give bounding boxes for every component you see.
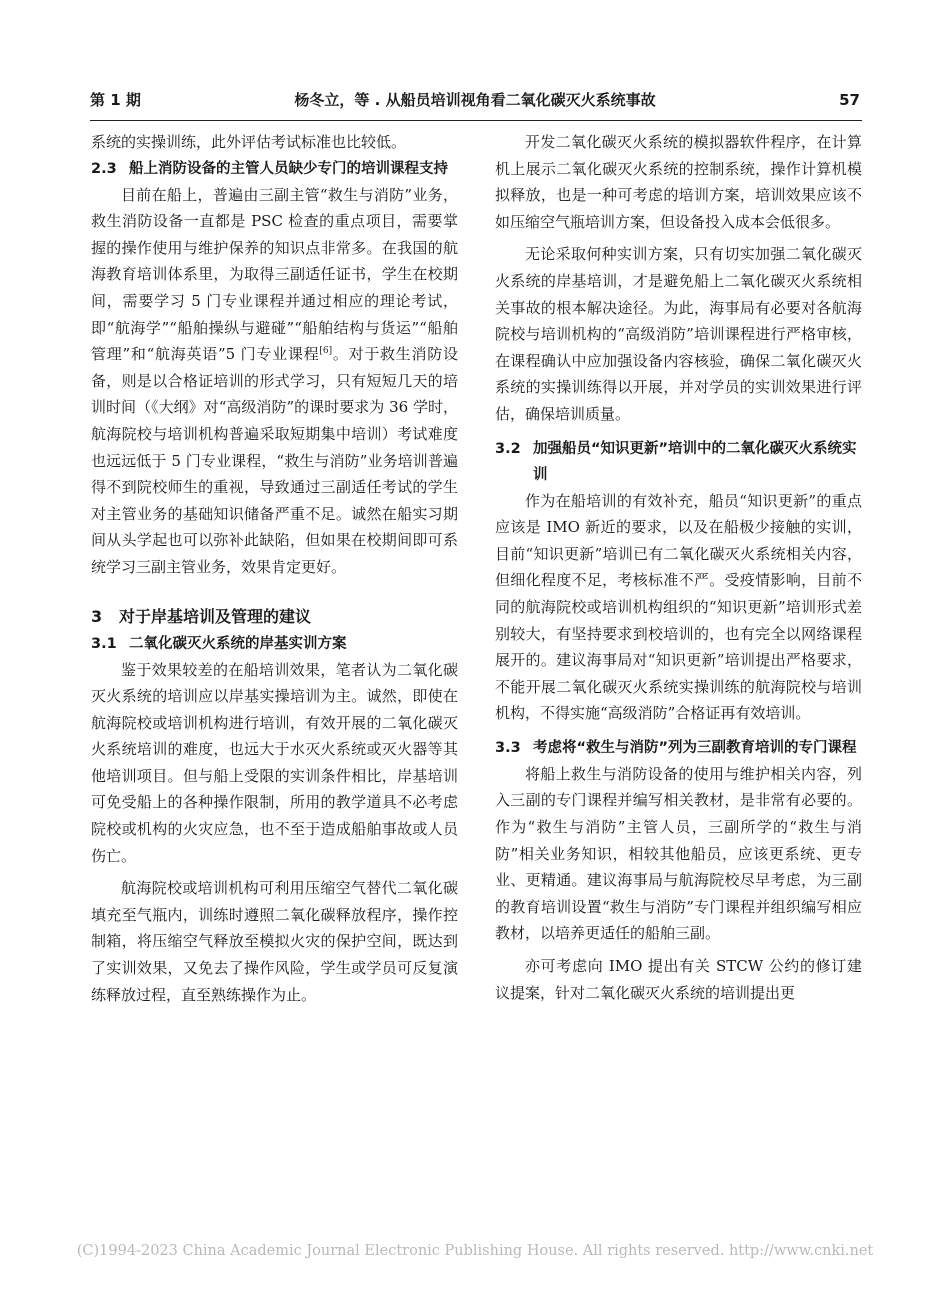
right-column [495,129,862,1006]
paragraph-text: 目前在船上，普遍由三副主管“救生与消防”业务，救生消防设备一直都是 PSC 检查的重点项目，需要掌握的操作使用与维护保养的知识点非常多。在我国的航海教育培训体系里，为取得三副适任证书，学生在校期间，需要学习 5 门专业课程并通过相应的理论考试，即“航海学”“船舶操纵与避碰”“船舶结构与货运”“船舶管理”和“航海英语”5 门专业课程 [91,185,458,364]
paragraph: 将船上救生与消防设备的使用与维护相关内容，列入三副的专门课程并编写相关教材，是非常有必要的。作为“救生与消防”主管人员，三副所学的“救生与消防”相关业务知识，相较其他船员，应该更系统、更专业、更精通。建议海事局与航海院校尽早考虑，为三副的教育培训设置“救生与消防”专门课程并组织编写相应教材，以培养更适任的船舶三副。 [495,764,862,943]
section-heading-3-3 [495,735,862,761]
paragraph: 无论采取何种实训方案，只有切实加强二氧化碳灭火系统的岸基培训，才是避免船上二氧化碳灭火系统相关事故的根本解决途径。为此，海事局有必要对各航海院校与培训机构的“高级消防”培训课程进行严格审核，在课程确认中应加强设备内容核验，确保二氧化碳灭火系统的实操训练得以开展，并对学员的实训效果进行评估，确保培训质量。 [495,245,862,423]
paragraph: 亦可考虑向 IMO 提出有关 STCW 公约的修订建议提案，针对二氧化碳灭火系统的培训提出更 [495,957,862,1002]
page-number: 57 [839,91,860,109]
paragraph: 系统的实操训练，此外评估考试标准也比较低。 [91,133,407,151]
paragraph-text: 。对于救生消防设备，则是以合格证培训的形式学习，只有短短几天的培训时间（《大纲》对“高级消防”的课时要求为 36 学时，航海院校与培训机构普遍采取短期集中培训）考试难度也远远低于 5 门专业课程，“救生与消防”业务培训普遍得不到院校师生的重视，导致通过三副适任考试的学生对主管业务的基础知识储备严重不足。诚然在船实习期间从头学起也可以弥补此缺陷，但如果在校期间即可系统学习三副主管业务，效果肯定更好。 [91,345,458,576]
section-number: 3 [91,606,103,626]
section-heading-2-3 [91,156,458,182]
section-number: 3.3 [495,739,521,756]
section-number: 2.3 [91,160,117,177]
citation-ref[interactable]: [6] [319,346,333,357]
running-title: 杨冬立，等 . 从船员培训视角看二氧化碳灭火系统事故 [294,91,656,109]
section-title: 考虑将“救生与消防”列为三副教育培训的专门课程 [533,739,857,756]
section-heading-3-1 [91,631,458,657]
section-title: 二氧化碳灭火系统的岸基实训方案 [129,635,347,652]
running-header [90,88,860,112]
left-column [91,129,458,1008]
paragraph: 作为在船培训的有效补充，船员“知识更新”的重点应该是 IMO 新近的要求，以及在船极少接触的实训，目前“知识更新”培训已有二氧化碳灭火系统相关内容，但细化程度不足，考核标准不严。受疫情影响，目前不同的航海院校或培训机构组织的“知识更新”培训形式差别较大，有坚持要求到校培训的，也有完全以网络课程展开的。建议海事局对“知识更新”培训提出严格要求，不能开展二氧化碳灭火系统实操训练的航海院校与培训机构，不得实施“高级消防”合格证再有效培训。 [495,491,862,723]
paragraph [91,182,458,581]
section-heading-3 [91,603,458,631]
header-rule [90,120,862,121]
copyright-footer: (C)1994-2023 China Academic Journal Electronic Publishing House. All rights reserved. http://www.cnki.net [76,1243,874,1259]
section-title: 加强船员“知识更新”培训中的二氧化碳灭火系统实训 [533,440,857,483]
section-number: 3.2 [495,440,521,457]
section-title: 船上消防设备的主管人员缺少专门的培训课程支持 [129,160,448,177]
paragraph: 开发二氧化碳灭火系统的模拟器软件程序，在计算机上展示二氧化碳灭火系统的控制系统，操作计算机模拟释放，也是一种可考虑的培训方案，培训效果应该不如压缩空气瓶培训方案，但设备投入成本会低很多。 [495,133,862,231]
paragraph: 航海院校或培训机构可利用压缩空气替代二氧化碳填充至气瓶内，训练时遵照二氧化碳释放程序，操作控制箱，将压缩空气释放至模拟火灾的保护空间，既达到了实训效果，又免去了操作风险，学生或学员可反复演练释放过程，直至熟练操作为止。 [91,879,458,1004]
paragraph: 鉴于效果较差的在船培训效果，笔者认为二氧化碳灭火系统的培训应以岸基实操培训为主。诚然，即使在航海院校或培训机构进行培训，有效开展的二氧化碳灭火系统培训的难度，也远大于水灭火系统或灭火器等其他培训项目。但与船上受限的实训条件相比，岸基培训可免受船上的各种操作限制，所用的教学道具不必考虑院校或机构的火灾应急，也不至于造成船舶事故或人员伤亡。 [91,660,458,865]
issue-number: 第 1 期 [90,91,141,109]
section-number: 3.1 [91,635,117,652]
section-title: 对于岸基培训及管理的建议 [119,606,312,626]
section-heading-3-2 [495,436,862,488]
